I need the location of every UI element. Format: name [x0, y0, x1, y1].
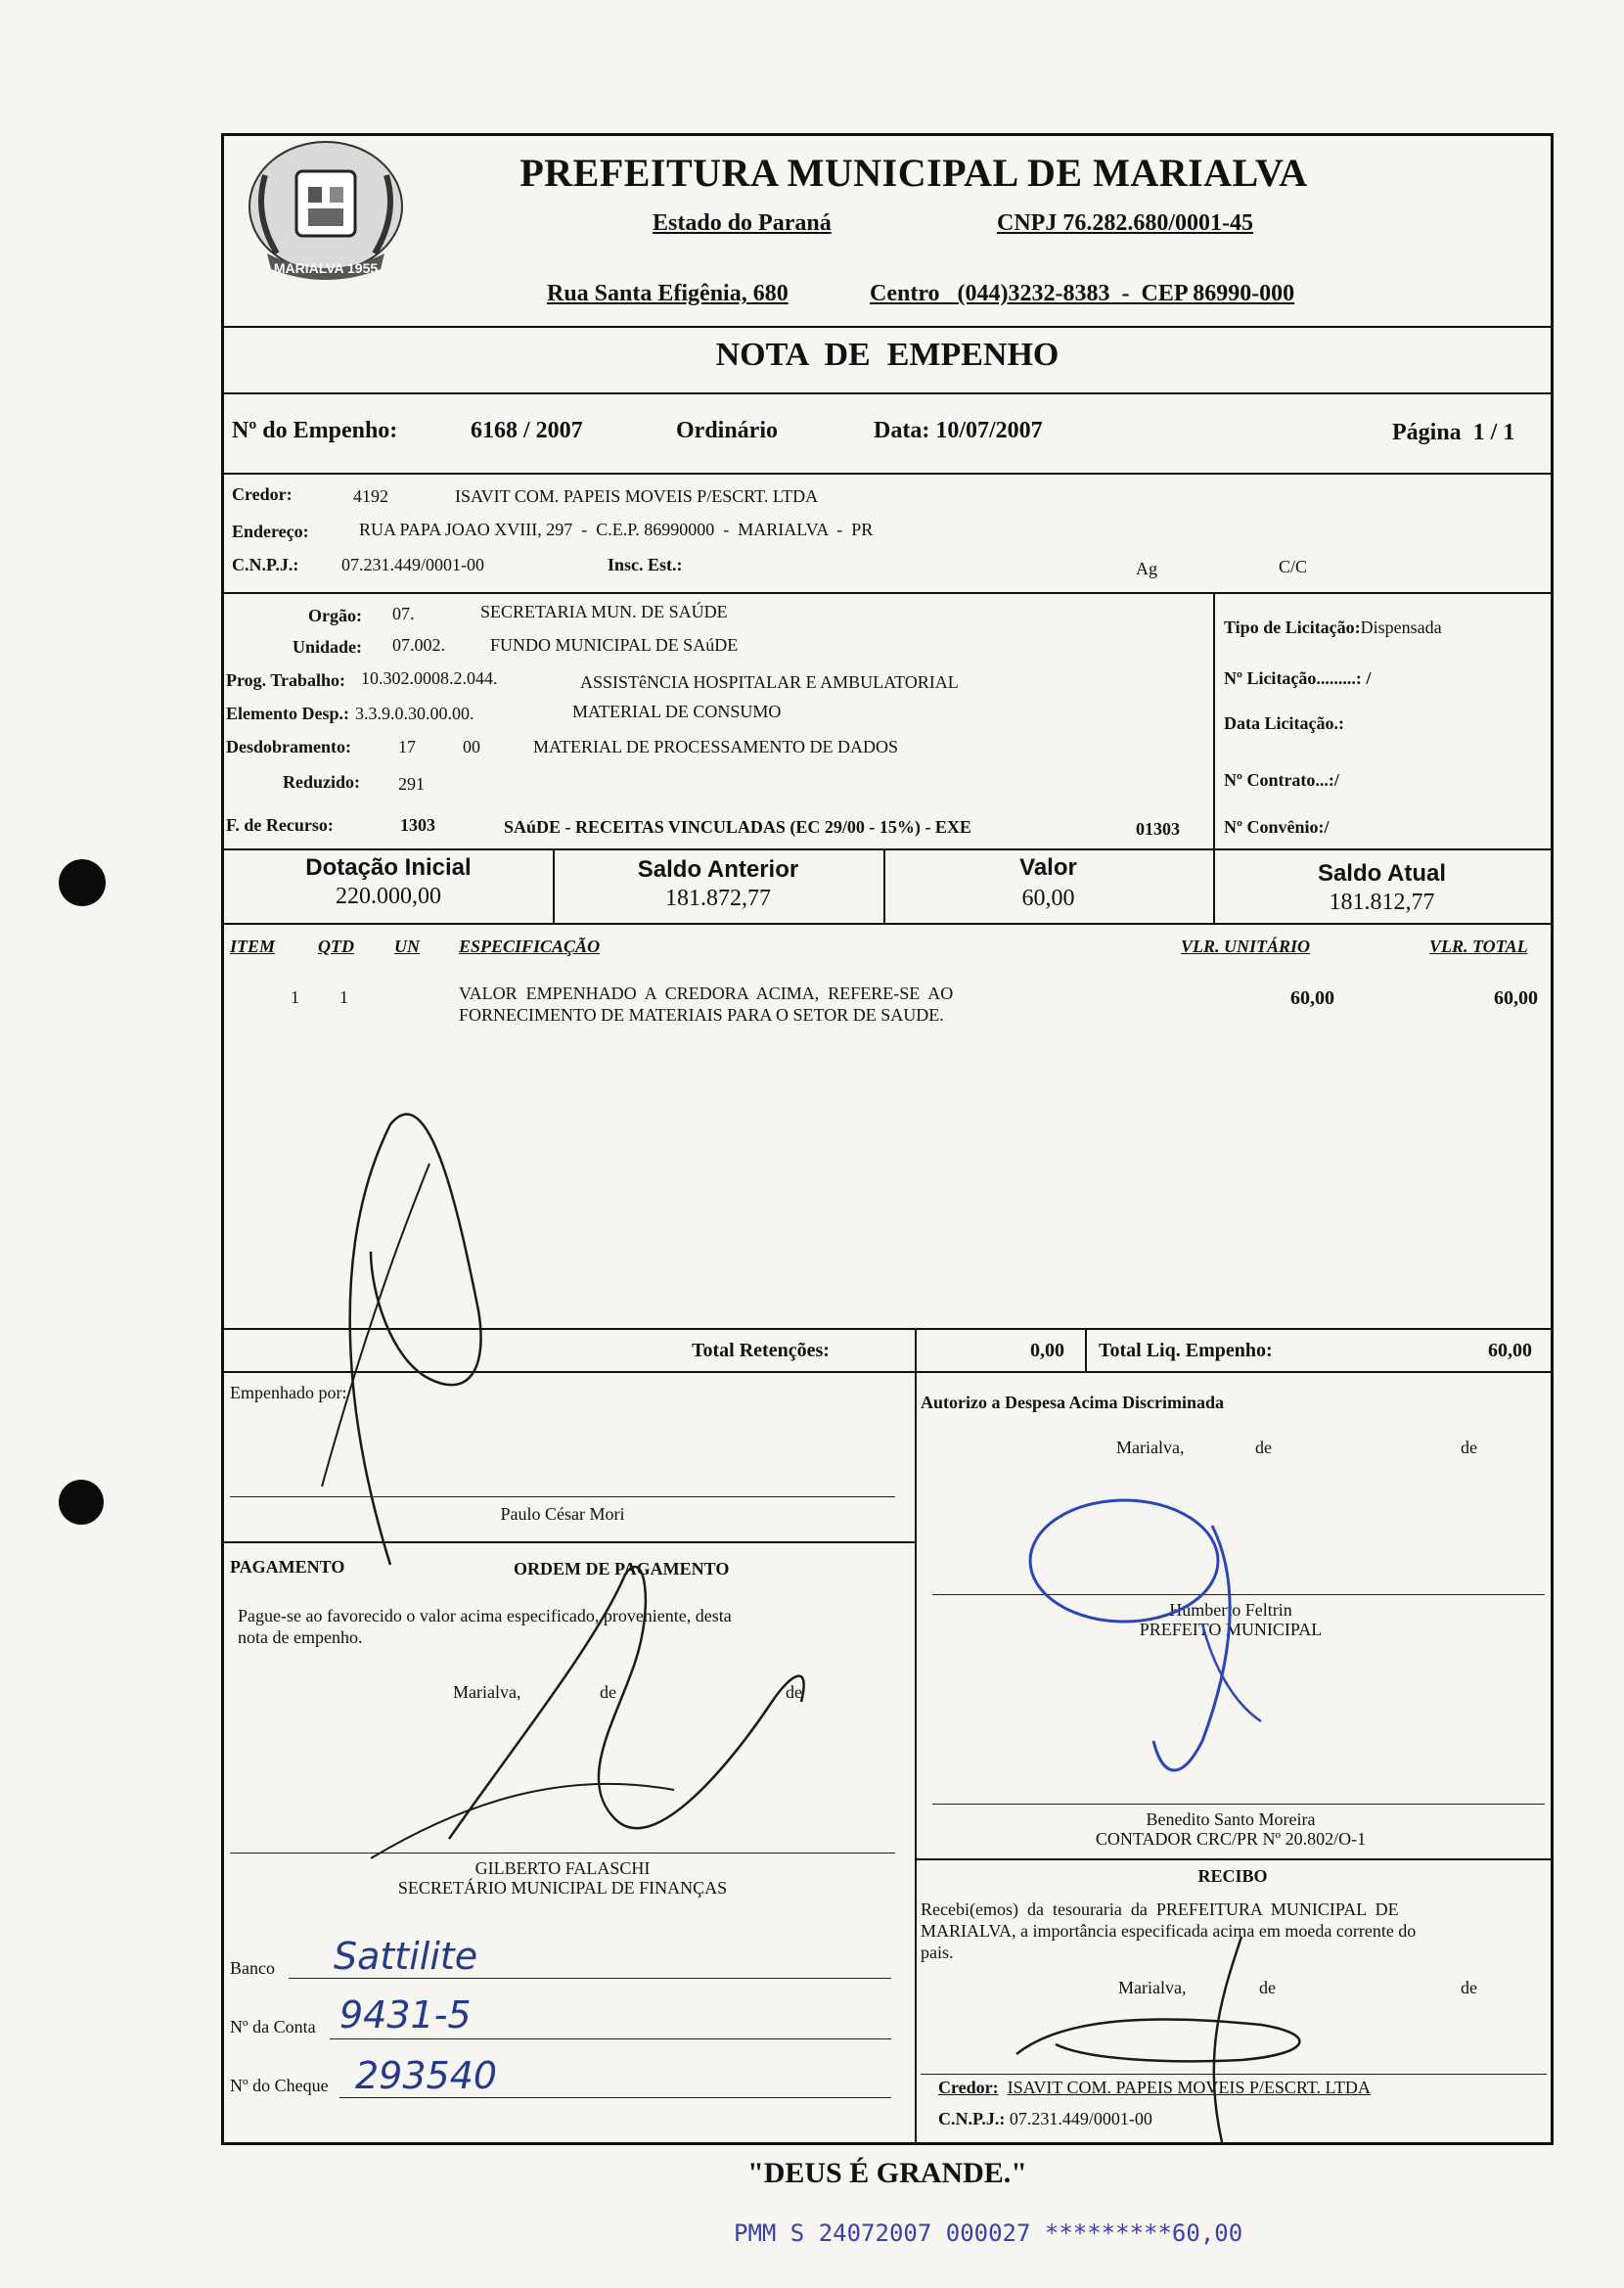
desd-2: 00 [463, 737, 480, 756]
col-un: UN [394, 937, 420, 956]
recibo-title: RECIBO [1197, 1866, 1268, 1886]
cnpj-header: CNPJ 76.282.680/0001-45 [997, 210, 1253, 236]
contact-header: Centro (044)3232-8383 - CEP 86990-000 [870, 281, 1295, 306]
empenho-number: 6168 / 2007 [471, 418, 583, 443]
desdobramento-label: Desdobramento: [226, 737, 351, 756]
col-qtd: QTD [318, 937, 354, 956]
ordem-label: ORDEM DE PAGAMENTO [514, 1559, 730, 1579]
reduzido-label: Reduzido: [283, 772, 361, 792]
desdobramento: MATERIAL DE PROCESSAMENTO DE DADOS [533, 737, 899, 756]
unidade-code: 07.002. [392, 635, 445, 655]
pagamento-role: SECRETÁRIO MUNICIPAL DE FINANÇAS [397, 1878, 728, 1898]
retencoes-label: Total Retenções: [692, 1340, 830, 1361]
handwritten-signatures [224, 136, 1551, 2142]
contador-role: CONTADOR CRC/PR Nº 20.802/O-1 [1095, 1829, 1367, 1849]
recurso-num: 01303 [1136, 819, 1180, 839]
credor-label: Credor: [232, 484, 293, 504]
pagamento-name: GILBERTO FALASCHI [474, 1858, 651, 1878]
recibo-text2: MARIALVA, a importância especificada acima em moeda corrente do [921, 1921, 1417, 1941]
prog-label: Prog. Trabalho: [226, 670, 346, 690]
autorizo-title: Autorizo a Despesa Acima Discriminada [921, 1393, 1224, 1412]
elemento-code: 3.3.9.0.30.00.00. [355, 704, 474, 723]
data-licitacao: Data Licitação.: [1224, 713, 1344, 733]
item-spec-line2: FORNECIMENTO DE MATERIAIS PARA O SETOR DE SAUDE. [459, 1005, 944, 1025]
numero-contrato: Nº Contrato...:/ [1224, 770, 1339, 790]
org-title: PREFEITURA MUNICIPAL DE MARIALVA [519, 151, 1308, 195]
desd-1: 17 [398, 737, 416, 756]
pagamento-text2: nota de empenho. [238, 1627, 363, 1647]
state-label: Estado do Paraná [653, 210, 832, 236]
credor-code: 4192 [353, 486, 388, 506]
saldo-anterior-label: Saldo Anterior [637, 856, 799, 883]
retencoes-value: 0,00 [1030, 1340, 1064, 1361]
unidade-label: Unidade: [293, 637, 363, 657]
saldo-atual-label: Saldo Atual [1317, 860, 1447, 887]
payment-stamp: PMM S 24072007 000027 *********60,00 [734, 2219, 1243, 2247]
saldo-atual-value: 181.812,77 [1329, 890, 1435, 915]
col-vlr-unit: VLR. UNITÁRIO [1181, 937, 1311, 956]
elemento-label: Elemento Desp.: [226, 704, 349, 723]
unidade: FUNDO MUNICIPAL DE SAúDE [490, 635, 739, 655]
dotacao-label: Dotação Inicial [305, 854, 472, 881]
col-vlr-total: VLR. TOTAL [1429, 937, 1528, 956]
recurso: SAúDE - RECEITAS VINCULADAS (EC 29/00 - 15%) - EXE [504, 817, 971, 837]
ag-label: Ag [1136, 559, 1157, 578]
document-frame [221, 133, 1554, 2145]
address-header: Rua Santa Efigênia, 680 [547, 281, 789, 306]
reduzido: 291 [398, 774, 425, 794]
recibo-de1: de [1259, 1978, 1276, 1997]
item-number: 1 [291, 987, 299, 1007]
pagamento-de2: de [786, 1682, 802, 1702]
address-label: Endereço: [232, 522, 309, 541]
autorizo-de2: de [1461, 1438, 1477, 1457]
prog-code: 10.302.0008.2.044. [361, 668, 498, 688]
conta-value: 9431-5 [339, 1993, 472, 2036]
recibo-text3: pais. [921, 1943, 954, 1962]
credor-cnpj: 07.231.449/0001-00 [341, 555, 484, 574]
autorizo-city: Marialva, [1116, 1438, 1185, 1457]
recibo-text1: Recebi(emos) da tesouraria da PREFEITURA MUNICIPAL DE [921, 1899, 1399, 1919]
empenhado-label: Empenhado por: [230, 1383, 347, 1402]
empenhado-name: Paulo César Mori [500, 1504, 625, 1524]
valor-label: Valor [1019, 854, 1077, 881]
banco-label: Banco [230, 1958, 275, 1978]
cheque-value: 293540 [355, 2054, 498, 2097]
elemento: MATERIAL DE CONSUMO [572, 702, 782, 721]
dotacao-value: 220.000,00 [336, 884, 441, 909]
tipo-licitacao: Tipo de Licitação:Dispensada [1224, 618, 1442, 637]
pagamento-de1: de [600, 1682, 616, 1702]
recibo-cnpj: C.N.P.J.: 07.231.449/0001-00 [938, 2109, 1152, 2128]
numero-licitacao: Nº Licitação.........: / [1224, 668, 1372, 688]
page-number: Página 1 / 1 [1392, 420, 1515, 445]
recurso-code: 1303 [400, 815, 435, 835]
recurso-label: F. de Recurso: [226, 815, 334, 835]
insc-label: Insc. Est.: [608, 555, 683, 574]
orgao: SECRETARIA MUN. DE SAÚDE [480, 602, 728, 621]
liq-label: Total Liq. Empenho: [1099, 1340, 1273, 1361]
empenho-number-label: Nº do Empenho: [232, 418, 398, 443]
pagamento-label: PAGAMENTO [230, 1557, 345, 1577]
cc-label: C/C [1279, 557, 1308, 576]
item-vlr-total: 60,00 [1494, 987, 1538, 1009]
pagamento-city: Marialva, [453, 1682, 521, 1702]
conta-label: Nº da Conta [230, 2017, 316, 2036]
item-qtd: 1 [339, 987, 348, 1007]
seal-text: MARIALVA 1955 [273, 260, 379, 276]
item-vlr-unit: 60,00 [1290, 987, 1334, 1009]
recibo-city: Marialva, [1118, 1978, 1187, 1997]
recibo-credor: Credor: ISAVIT COM. PAPEIS MOVEIS P/ESCRT. LTDA [938, 2078, 1371, 2097]
valor-value: 60,00 [1021, 886, 1075, 911]
credor-name: ISAVIT COM. PAPEIS MOVEIS P/ESCRT. LTDA [455, 486, 819, 506]
contador-name: Benedito Santo Moreira [1146, 1809, 1316, 1829]
recibo-de2: de [1461, 1978, 1477, 1997]
saldo-anterior-value: 181.872,77 [665, 886, 771, 911]
cnpj-label: C.N.P.J.: [232, 555, 299, 574]
col-item: ITEM [230, 937, 276, 956]
prefeito-name: Humberto Feltrin [1169, 1600, 1292, 1620]
numero-convenio: Nº Convênio:/ [1224, 817, 1330, 837]
liq-value: 60,00 [1488, 1340, 1532, 1361]
credor-address: RUA PAPA JOAO XVIII, 297 - C.E.P. 86990000 - MARIALVA - PR [359, 520, 874, 539]
prefeito-role: PREFEITO MUNICIPAL [1139, 1620, 1323, 1639]
cheque-label: Nº do Cheque [230, 2076, 329, 2095]
item-spec-line1: VALOR EMPENHADO A CREDORA ACIMA, REFERE-SE AO [459, 984, 954, 1003]
punch-hole-bottom [59, 1480, 104, 1525]
pagamento-text1: Pague-se ao favorecido o valor acima especificado, proveniente, desta [238, 1606, 732, 1625]
empenho-type: Ordinário [676, 418, 779, 443]
doc-title: NOTA DE EMPENHO [715, 337, 1060, 373]
col-espec: ESPECIFICAÇÃO [459, 937, 601, 956]
footer-motto: "DEUS É GRANDE." [747, 2157, 1027, 2189]
orgao-label: Orgão: [308, 606, 362, 625]
prog: ASSISTêNCIA HOSPITALAR E AMBULATORIAL [580, 672, 959, 692]
punch-hole-top [59, 859, 106, 906]
empenho-date: Data: 10/07/2007 [874, 418, 1043, 443]
autorizo-de1: de [1255, 1438, 1272, 1457]
orgao-code: 07. [392, 604, 415, 623]
banco-value: Sattilite [334, 1935, 478, 1978]
